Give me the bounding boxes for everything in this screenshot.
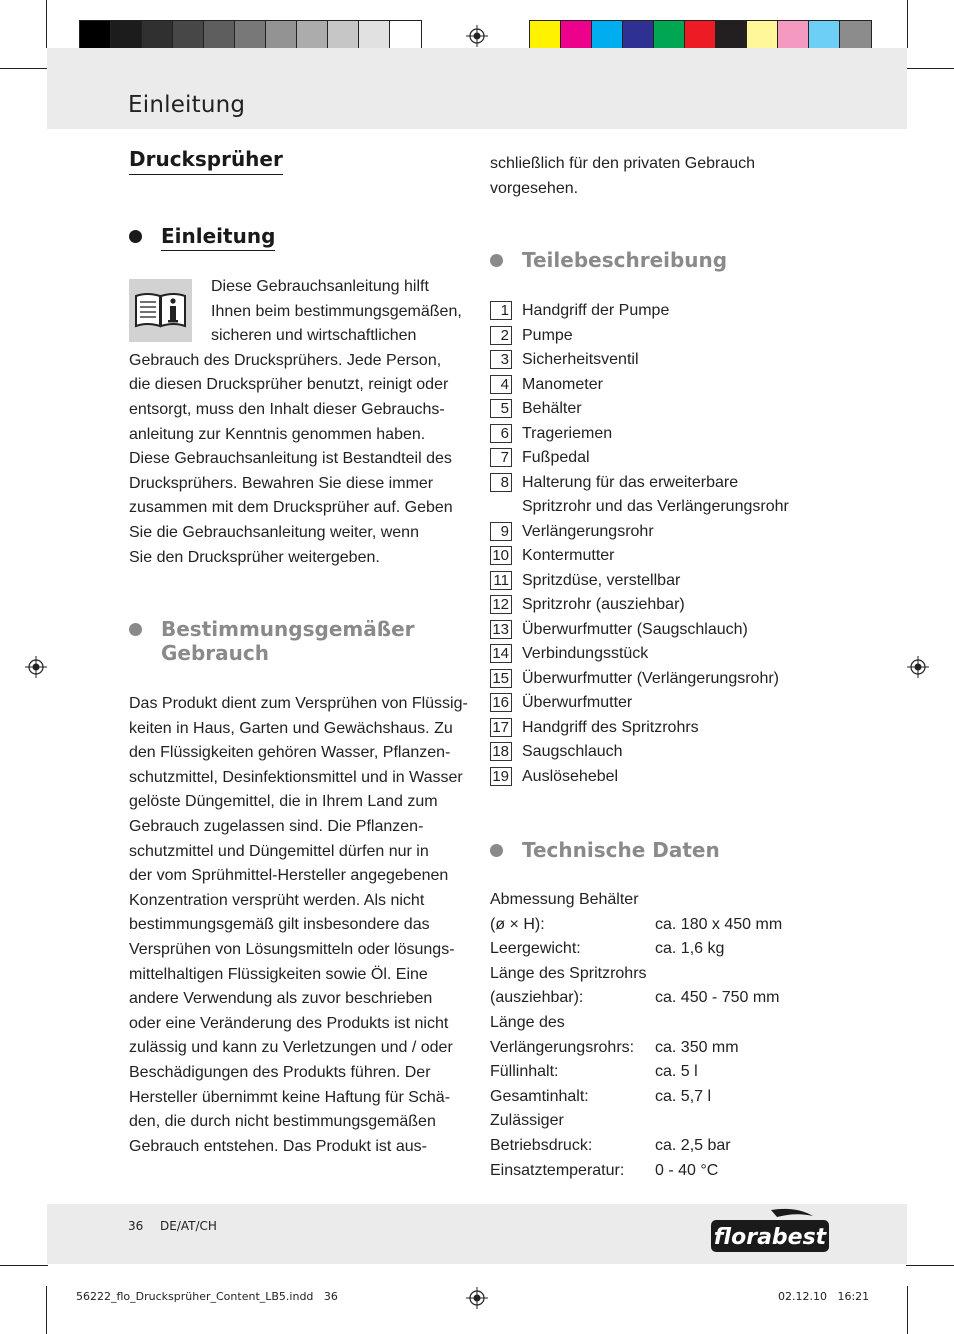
registration-mark-icon	[466, 25, 488, 47]
part-number: 16	[490, 693, 512, 712]
text-line: gelöste Düngemittel, die in Ihrem Land zum	[129, 793, 438, 811]
text-line: zulässig und kann zu Verletzungen und / oder	[129, 1039, 453, 1057]
part-number: 4	[490, 375, 512, 394]
color-swatch	[654, 21, 685, 49]
spec-label: Zulässiger	[490, 1112, 564, 1130]
text-line: sicheren und wirtschaftlichen	[211, 327, 417, 345]
spec-label: Länge des Spritzrohrs	[490, 964, 647, 982]
table-row	[490, 986, 830, 1011]
list-item	[490, 642, 830, 667]
text-line: Drucksprühers. Bewahren Sie diese immer	[129, 474, 434, 492]
list-item	[490, 446, 830, 471]
text-line: mittelhaltigen Flüssigkeiten sowie Öl. Eine	[129, 965, 428, 983]
bestimmung-text	[129, 692, 474, 1159]
text-line: bestimmungsgemäß gilt insbesondere das	[129, 916, 430, 934]
text-line: anleitung zur Kenntnis genommen haben.	[129, 425, 426, 443]
text-line: schließlich für den privaten Gebrauch	[490, 155, 756, 172]
part-label	[522, 299, 669, 324]
part-number: 5	[490, 399, 512, 418]
spec-label: Einsatztemperatur:	[490, 1161, 625, 1179]
language-codes: DE/AT/CH	[160, 1219, 217, 1233]
part-label	[522, 520, 654, 545]
color-swatch	[80, 21, 111, 49]
list-item	[490, 324, 830, 349]
color-swatch	[623, 21, 654, 49]
document-title: Drucksprüher	[129, 147, 283, 175]
color-swatch	[530, 21, 561, 49]
spec-label: (ø × H):	[490, 915, 545, 933]
part-label	[522, 569, 680, 594]
part-label-line: Behälter	[522, 400, 582, 417]
part-label-line: Pumpe	[522, 326, 573, 344]
part-number: 3	[490, 350, 512, 369]
spec-value: ca. 5 l	[655, 1063, 698, 1081]
text-line: Diese Gebrauchsanleitung ist Bestandteil des	[129, 450, 452, 468]
part-label-line: Halterung für das erweiterbare	[522, 473, 739, 491]
list-item	[490, 544, 830, 569]
part-number: 13	[490, 620, 512, 639]
registration-mark-icon	[25, 656, 47, 678]
color-swatch	[390, 21, 421, 49]
color-swatch	[716, 21, 747, 49]
text-line: Sie die Gebrauchsanleitung weiter, wenn	[129, 523, 419, 541]
crop-mark	[0, 68, 48, 69]
spec-label: Leergewicht:	[490, 940, 581, 958]
text-line: Konzentration versprüht werden. Als nicht	[129, 891, 425, 909]
svg-text:florabest: florabest	[713, 1225, 827, 1250]
part-label-line: Manometer	[522, 375, 603, 393]
part-label	[522, 716, 699, 741]
crop-mark	[906, 1265, 954, 1266]
color-swatch	[235, 21, 266, 49]
color-swatch	[685, 21, 716, 49]
color-swatch	[297, 21, 328, 49]
bullet-icon	[490, 844, 503, 857]
text-line: entsorgt, muss den Inhalt dieser Gebrauchs-	[129, 400, 445, 418]
crop-mark	[907, 0, 908, 48]
text-line: Beschädigungen des Produkts führen. Der	[129, 1063, 431, 1081]
section-heading-technische-daten: Technische Daten	[490, 838, 830, 866]
registration-mark-icon	[907, 656, 929, 678]
crop-mark	[906, 68, 954, 69]
part-label	[522, 446, 590, 471]
crop-mark	[0, 1265, 48, 1266]
text-line: zusammen mit dem Drucksprüher auf. Geben	[129, 499, 453, 517]
part-label-line: Handgriff des Spritzrohrs	[522, 718, 699, 736]
color-swatch	[778, 21, 809, 49]
crop-mark	[907, 1286, 908, 1334]
section-heading-bestimmung: Bestimmungsgemäßer Gebrauch	[129, 617, 469, 669]
list-item	[490, 299, 830, 324]
table-row	[490, 913, 830, 938]
bestimmung-text-continued	[490, 152, 830, 201]
crop-mark	[46, 0, 47, 48]
text-line: vorgesehen.	[490, 179, 579, 197]
spec-label: Betriebsdruck:	[490, 1136, 593, 1154]
part-label-line: Verbindungsstück	[522, 645, 649, 662]
spec-value: ca. 450 - 750 mm	[655, 989, 780, 1007]
part-label-line: Spritzdüse, verstellbar	[522, 571, 681, 589]
part-number: 11	[490, 571, 512, 590]
color-swatch	[266, 21, 297, 49]
list-item	[490, 667, 830, 692]
text-line: Gebrauch des Drucksprühers. Jede Person,	[129, 351, 442, 369]
text-line: Diese Gebrauchsanleitung hilft	[211, 278, 429, 295]
crop-mark	[46, 1286, 47, 1334]
page-title: Einleitung	[128, 92, 246, 118]
text-line: den, die durch nicht bestimmungsgemäßen	[129, 1113, 436, 1131]
color-swatch	[204, 21, 235, 49]
part-label-line: Überwurfmutter	[522, 694, 633, 711]
part-label	[522, 642, 648, 667]
text-line: Gebrauch entstehen. Das Produkt ist aus-	[129, 1137, 427, 1155]
spec-label: Länge des	[490, 1013, 565, 1031]
list-item	[490, 691, 830, 716]
list-item	[490, 593, 830, 618]
color-swatch	[111, 21, 142, 49]
list-item	[490, 348, 830, 373]
part-label-line: Kontermutter	[522, 547, 615, 564]
table-row	[490, 1109, 830, 1134]
part-label	[522, 765, 618, 790]
part-label	[522, 422, 612, 447]
part-label	[522, 373, 603, 398]
part-label-line: Verlängerungsrohr	[522, 522, 654, 540]
part-label	[522, 691, 632, 716]
part-number: 17	[490, 718, 512, 737]
technical-data-table	[490, 888, 830, 1183]
text-line: Ihnen beim bestimmungsgemäßen,	[211, 302, 462, 320]
process-color-bar	[529, 20, 872, 50]
part-number: 8	[490, 473, 512, 492]
part-number: 10	[490, 546, 512, 565]
spec-label: (ausziehbar):	[490, 989, 584, 1007]
color-swatch	[747, 21, 778, 49]
date-info: 02.12.10 16:21	[778, 1290, 870, 1303]
einleitung-text	[129, 275, 479, 570]
list-item	[490, 373, 830, 398]
list-item	[490, 397, 830, 422]
part-number: 15	[490, 669, 512, 688]
table-row	[490, 1060, 830, 1085]
text-line: Versprühen von Lösungsmitteln oder lösungs-	[129, 940, 455, 958]
text-line: der vom Sprühmittel-Hersteller angegebenen	[129, 867, 449, 885]
spec-label: Gesamtinhalt:	[490, 1087, 589, 1105]
spec-value: ca. 350 mm	[655, 1038, 739, 1056]
color-swatch	[809, 21, 840, 49]
color-swatch	[142, 21, 173, 49]
part-label	[522, 740, 623, 765]
list-item	[490, 740, 830, 765]
spec-value: 0 - 40 °C	[655, 1161, 719, 1179]
part-number: 9	[490, 522, 512, 541]
part-label	[522, 397, 582, 422]
part-label-line: Auslösehebel	[522, 767, 619, 785]
part-number: 7	[490, 448, 512, 467]
part-label-line: Fußpedal	[522, 449, 590, 466]
text-line: schutzmittel, Desinfektionsmittel und in Wasser	[129, 768, 463, 786]
part-number: 19	[490, 767, 512, 786]
part-label	[522, 348, 639, 373]
part-label-line: Handgriff der Pumpe	[522, 302, 670, 319]
bullet-icon	[129, 230, 142, 243]
table-row	[490, 888, 830, 913]
table-row	[490, 1036, 830, 1061]
bullet-icon	[129, 623, 142, 636]
text-line: andere Verwendung als zuvor beschrieben	[129, 990, 433, 1008]
spec-label: Abmessung Behälter	[490, 891, 639, 908]
list-item	[490, 471, 830, 520]
list-item	[490, 569, 830, 594]
list-item	[490, 422, 830, 447]
part-label	[522, 667, 779, 692]
page-number: 36	[128, 1219, 144, 1233]
spec-value: ca. 180 x 450 mm	[655, 915, 783, 933]
text-line: oder eine Veränderung des Produkts ist nicht	[129, 1014, 449, 1032]
text-line: Das Produkt dient zum Versprühen von Flüssig-	[129, 695, 468, 712]
text-line: Gebrauch zugelassen sind. Die Pflanzen-	[129, 817, 424, 835]
part-label-line: Überwurfmutter (Saugschlauch)	[522, 620, 748, 638]
registration-mark-icon	[466, 1287, 488, 1309]
list-item	[490, 765, 830, 790]
part-label	[522, 324, 573, 349]
part-label	[522, 618, 748, 643]
text-line: keiten in Haus, Garten und Gewächshaus. Zu	[129, 719, 453, 737]
list-item	[490, 618, 830, 643]
text-line: Hersteller übernimmt keine Haftung für Schä-	[129, 1088, 451, 1106]
table-row	[490, 937, 830, 962]
spec-value: ca. 5,7 l	[655, 1087, 712, 1105]
list-item	[490, 520, 830, 545]
grayscale-color-bar	[79, 20, 422, 50]
color-swatch	[592, 21, 623, 49]
spec-label: Füllinhalt:	[490, 1063, 559, 1081]
part-label	[522, 544, 614, 569]
part-label-line: Spritzrohr (ausziehbar)	[522, 596, 685, 613]
part-label-line: Überwurfmutter (Verlängerungsrohr)	[522, 669, 779, 687]
part-label	[522, 593, 685, 618]
part-number: 18	[490, 742, 512, 761]
table-row	[490, 1134, 830, 1159]
part-number: 1	[490, 301, 512, 320]
part-label-line: Saugschlauch	[522, 743, 623, 760]
part-number: 2	[490, 326, 512, 345]
file-info: 56222_flo_Drucksprüher_Content_LB5.indd 36	[76, 1290, 338, 1303]
text-line: Sie den Drucksprüher weitergeben.	[129, 548, 380, 566]
part-number: 12	[490, 595, 512, 614]
spec-label: Verlängerungsrohrs:	[490, 1038, 635, 1056]
table-row	[490, 1011, 830, 1036]
table-row	[490, 1159, 830, 1184]
part-label-line: Spritzrohr und das Verlängerungsrohr	[522, 498, 789, 516]
color-swatch	[328, 21, 359, 49]
parts-list	[490, 299, 830, 789]
florabest-logo	[711, 1208, 829, 1252]
part-label-line: Trageriemen	[522, 424, 613, 442]
section-heading-teilebeschreibung: Teilebeschreibung	[490, 248, 830, 276]
spec-value: ca. 2,5 bar	[655, 1136, 731, 1154]
text-line: die diesen Drucksprüher benutzt, reinigt oder	[129, 376, 449, 394]
color-swatch	[561, 21, 592, 49]
color-swatch	[173, 21, 204, 49]
part-number: 14	[490, 644, 512, 663]
text-line: schutzmittel und Düngemittel dürfen nur in	[129, 842, 429, 860]
color-swatch	[359, 21, 390, 49]
part-number: 6	[490, 424, 512, 443]
color-swatch	[840, 21, 871, 49]
part-label-line: Sicherheitsventil	[522, 351, 639, 368]
part-label	[522, 471, 789, 520]
table-row	[490, 1085, 830, 1110]
text-line: den Flüssigkeiten gehören Wasser, Pflanzen-	[129, 744, 451, 762]
list-item	[490, 716, 830, 741]
table-row	[490, 962, 830, 987]
bullet-icon	[490, 254, 503, 267]
spec-value: ca. 1,6 kg	[655, 940, 725, 958]
